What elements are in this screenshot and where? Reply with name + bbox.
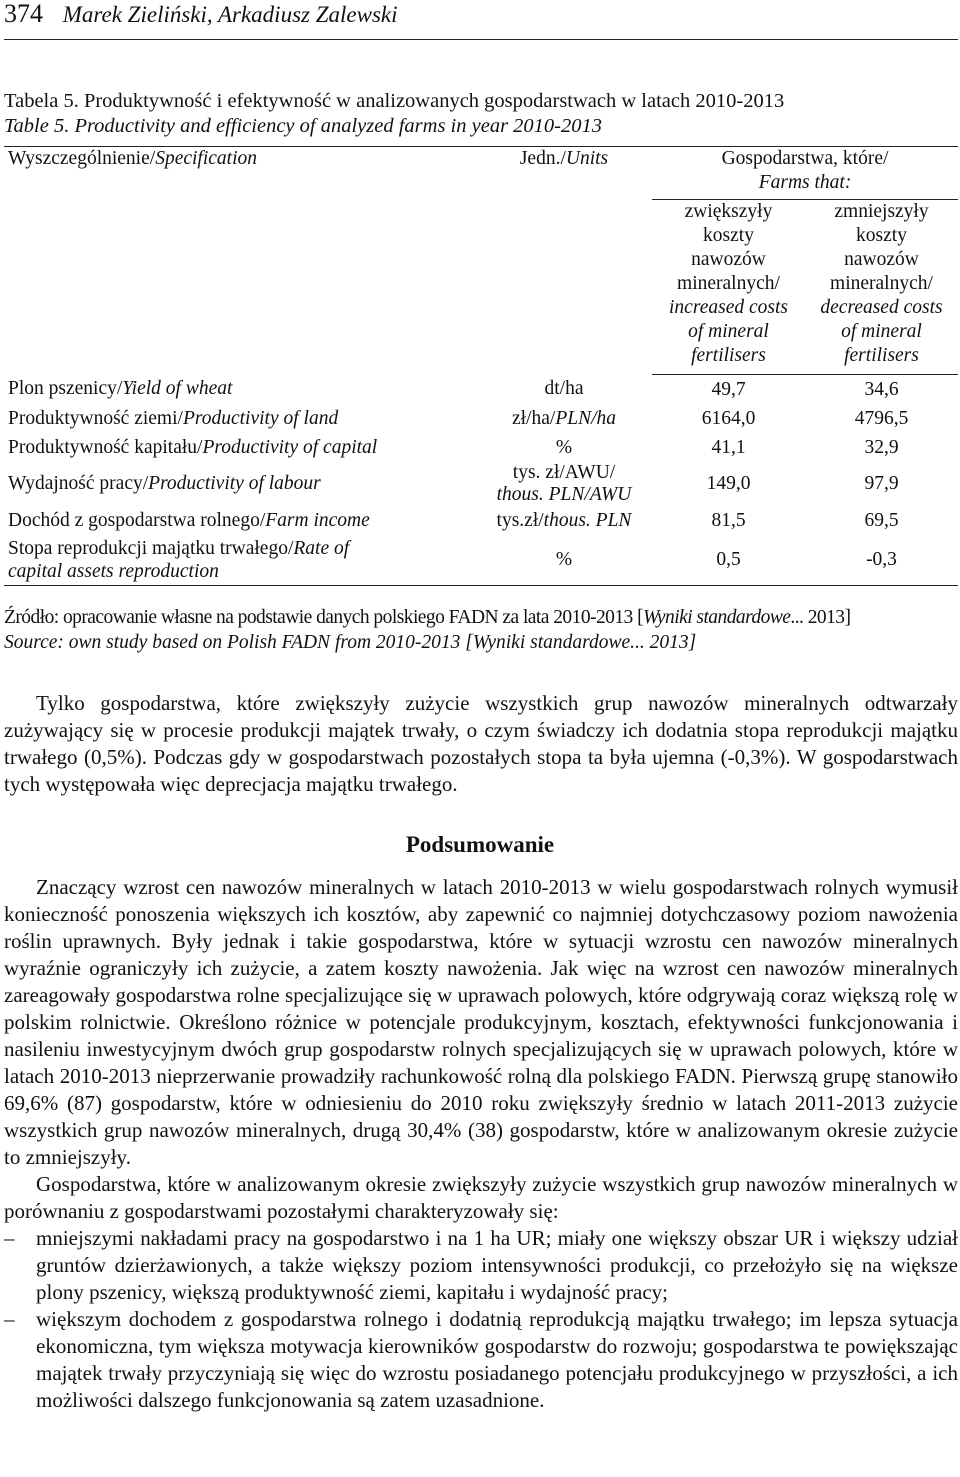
row-label-en-2: capital assets reproduction <box>8 561 219 582</box>
row-label-pl: Stopa reprodukcji majątku trwałego/ <box>8 538 294 559</box>
table-row <box>4 375 958 405</box>
row-label-en: Productivity of land <box>182 407 339 429</box>
row-value-increased: 41,1 <box>711 436 746 458</box>
row-label <box>4 375 476 405</box>
row-unit-pl: tys. zł/AWU/ <box>512 462 616 483</box>
row-label-pl: Plon pszenicy/ <box>8 378 123 400</box>
header-rule <box>4 39 958 40</box>
row-value-increased: 81,5 <box>711 509 746 531</box>
table-row <box>4 433 958 462</box>
header-increased-line-en: increased costs <box>669 297 788 318</box>
list-item <box>4 1306 958 1414</box>
header-specification <box>4 147 476 375</box>
row-unit <box>476 404 652 433</box>
row-value-increased: 0,5 <box>652 535 805 586</box>
row-label <box>4 535 476 586</box>
dash-marker: – <box>4 1226 15 1250</box>
row-label <box>4 462 476 506</box>
running-head <box>4 0 398 29</box>
row-unit <box>476 375 652 405</box>
header-increased-line-en: fertilisers <box>691 345 766 366</box>
dash-marker: – <box>4 1307 15 1331</box>
row-unit-pl: dt/ha <box>544 378 584 400</box>
section-title: Podsumowanie <box>405 832 555 857</box>
row-unit-en: thous. PLN <box>543 509 632 531</box>
header-decreased-line: zmniejszyły <box>834 201 929 222</box>
row-unit <box>476 535 652 586</box>
row-label-en: Farm income <box>265 509 370 531</box>
row-label-en: Rate of <box>293 538 350 559</box>
source-pl-text: Źródło: opracowanie własne na podstawie danych polskiego FADN za lata 2010-2013 [ <box>4 607 644 628</box>
header-farms <box>652 147 958 200</box>
row-value-decreased: 69,5 <box>864 509 899 531</box>
row-label-en: Productivity of labour <box>148 473 321 494</box>
row-value-decreased: 4796,5 <box>854 407 909 429</box>
header-units-en: Units <box>565 148 609 169</box>
intro-paragraph-block <box>4 690 958 798</box>
table-source-en: Source: own study based on Polish FADN from 2010-2013 [Wyniki standardowe... 2013] <box>4 632 697 653</box>
header-decreased-line-en: decreased costs <box>820 297 943 318</box>
row-label-pl: Produktywność kapitału/ <box>8 436 203 458</box>
row-unit-pl: tys.zł/ <box>496 509 544 531</box>
header-increased-line-en: of mineral <box>688 321 769 342</box>
header-increased-line: zwiększyły <box>684 201 773 222</box>
row-value-decreased: -0,3 <box>805 535 958 586</box>
row-unit <box>476 462 652 506</box>
row-label-pl: Produktywność ziemi/ <box>8 407 183 429</box>
row-value-decreased: 34,6 <box>864 378 899 400</box>
list-item-text: mniejszymi nakładami pracy na gospodarstwo i na 1 ha UR; miały one większy obszar UR i większy udział gruntów dzierżawionych, a także większy poziom intensywności produkcji, co przełożyło się na większe plony pszenicy, większą produktywność ziemi, kapitału i wydajność pracy; <box>36 1226 958 1304</box>
running-head-authors: Marek Zieliński, Arkadiusz Zalewski <box>62 2 398 27</box>
table-row <box>4 506 958 535</box>
row-value-decreased: 97,9 <box>864 473 899 494</box>
header-increased-line: mineralnych/ <box>677 273 780 294</box>
header-farms-en: Farms that: <box>758 172 852 193</box>
intro-paragraph: Tylko gospodarstwa, które zwiększyły zużycie wszystkich grup nawozów mineralnych odtwarzały zużywający się w procesie produkcji majątek trwały, o czym świadczy ich dodatnia stopa reprodukcji majątku trwałego (0,5%). Podczas gdy w gospodarstwach pozostałych stopa ta była ujemna (-0,3%). W gospodarstwach tych występowała więc deprecjacja majątku trwałego. <box>4 691 958 796</box>
row-value-increased: 49,7 <box>711 378 746 400</box>
productivity-table <box>4 146 958 586</box>
table-caption-en: Table 5. Productivity and efficiency of analyzed farms in year 2010-2013 <box>4 115 603 137</box>
row-unit-pl: zł/ha/ <box>511 407 556 429</box>
header-increased-line: nawozów <box>691 249 766 270</box>
row-label-pl: Dochód z gospodarstwa rolnego/ <box>8 509 266 531</box>
row-unit-pl: % <box>555 549 573 570</box>
header-units <box>476 147 652 375</box>
row-label-pl: Wydajność pracy/ <box>8 473 149 494</box>
header-decreased-line-en: of mineral <box>841 321 922 342</box>
row-unit-en: PLN/ha <box>555 407 616 429</box>
row-unit <box>476 433 652 462</box>
table-source-pl <box>4 606 850 630</box>
row-label <box>4 404 476 433</box>
header-col-increased <box>652 200 805 375</box>
row-unit-en: thous. PLN/AWU <box>496 484 632 505</box>
header-increased-line: koszty <box>703 225 754 246</box>
row-value-increased: 149,0 <box>706 473 751 494</box>
page-number: 374 <box>4 0 43 28</box>
row-value-increased: 6164,0 <box>701 407 756 429</box>
summary-paragraph: Znaczący wzrost cen nawozów mineralnych w latach 2010-2013 w wielu gospodarstwach rolnych wymusił konieczność ponoszenia większych ich kosztów, aby zapewnić co najmniej dotychczasowy poziom nawożenia roślin uprawnych. Były jednak i takie gospodarstwa, które w sytuacji wzrostu cen nawozów mineralnych wyraźnie ograniczyły ich zużycie, a zatem koszty nawożenia. Jak więc na wzrost cen nawozów mineralnych zareagowały gospodarstwa rolne specjalizujące się w uprawach polowych, które odgrywają coraz większą rolę w polskim rolnictwie. Określono różnice w potencjale produkcyjnym, kosztach, efektywności funkcjonowania i nasileniu inwestycyjnym dwóch grup gospodarstw rolnych specjalizujących się w uprawach polowych, które w latach 2010-2013 nieprzerwanie prowadziły rachunkowość rolną dla polskiego FADN. Pierwszą grupę stanowiło 69,6% (87) gospodarstw, które w odniesieniu do 2010 roku zwiększyły średnio w latach 2011-2013 zużycie wszystkich grup nawozów mineralnych, drugą 30,4% (38) gospodarstw, które w analizowanym okresie zużycie to zmniejszyły. <box>4 875 958 1169</box>
row-label-en: Productivity of capital <box>202 436 378 458</box>
header-decreased-line: mineralnych/ <box>830 273 933 294</box>
row-label-en: Yield of wheat <box>122 378 233 400</box>
header-spec-pl: Wyszczególnienie/ <box>8 148 156 169</box>
header-decreased-line: nawozów <box>844 249 919 270</box>
summary-section <box>4 874 958 1414</box>
header-units-pl: Jedn./ <box>519 148 566 169</box>
table-caption-pl: Tabela 5. Produktywność i efektywność w analizowanych gospodarstwach w latach 2010-2013 <box>4 90 785 112</box>
row-value-decreased: 32,9 <box>864 436 899 458</box>
header-decreased-line-en: fertilisers <box>844 345 919 366</box>
summary-paragraph: Gospodarstwa, które w analizowanym okresie zwiększyły zużycie wszystkich grup nawozów mineralnych w porównaniu z gospodarstwami pozostałymi charakteryzowały się: <box>4 1172 958 1223</box>
list-item-text: większym dochodem z gospodarstwa rolnego i dodatnią reprodukcją majątku trwałego; im lepsza sytuacja ekonomiczna, tym większa motywacja kierowników gospodarstw do rozwoju; gospodarstwa te powiększając majątek trwały przyczyniają się więc do wzrostu posiadanego potencjału produkcyjnego w przyszłości, a ich możliwości dalszego funkcjonowania są zatem uzasadnione. <box>36 1307 958 1412</box>
table-row <box>4 404 958 433</box>
table-row <box>4 462 958 506</box>
source-pl-end: ... 2013] <box>790 607 851 628</box>
row-unit <box>476 506 652 535</box>
header-decreased-line: koszty <box>856 225 907 246</box>
header-spec-en: Specification <box>155 148 257 169</box>
source-pl-italic: Wyniki standardowe <box>643 607 791 628</box>
summary-bullet-list <box>4 1225 958 1414</box>
row-label <box>4 433 476 462</box>
table-row <box>4 535 958 586</box>
row-unit-pl: % <box>555 436 573 458</box>
list-item <box>4 1225 958 1306</box>
table-header-row <box>4 147 958 200</box>
header-col-decreased <box>805 200 958 375</box>
header-farms-pl: Gospodarstwa, które/ <box>721 148 889 169</box>
row-label <box>4 506 476 535</box>
